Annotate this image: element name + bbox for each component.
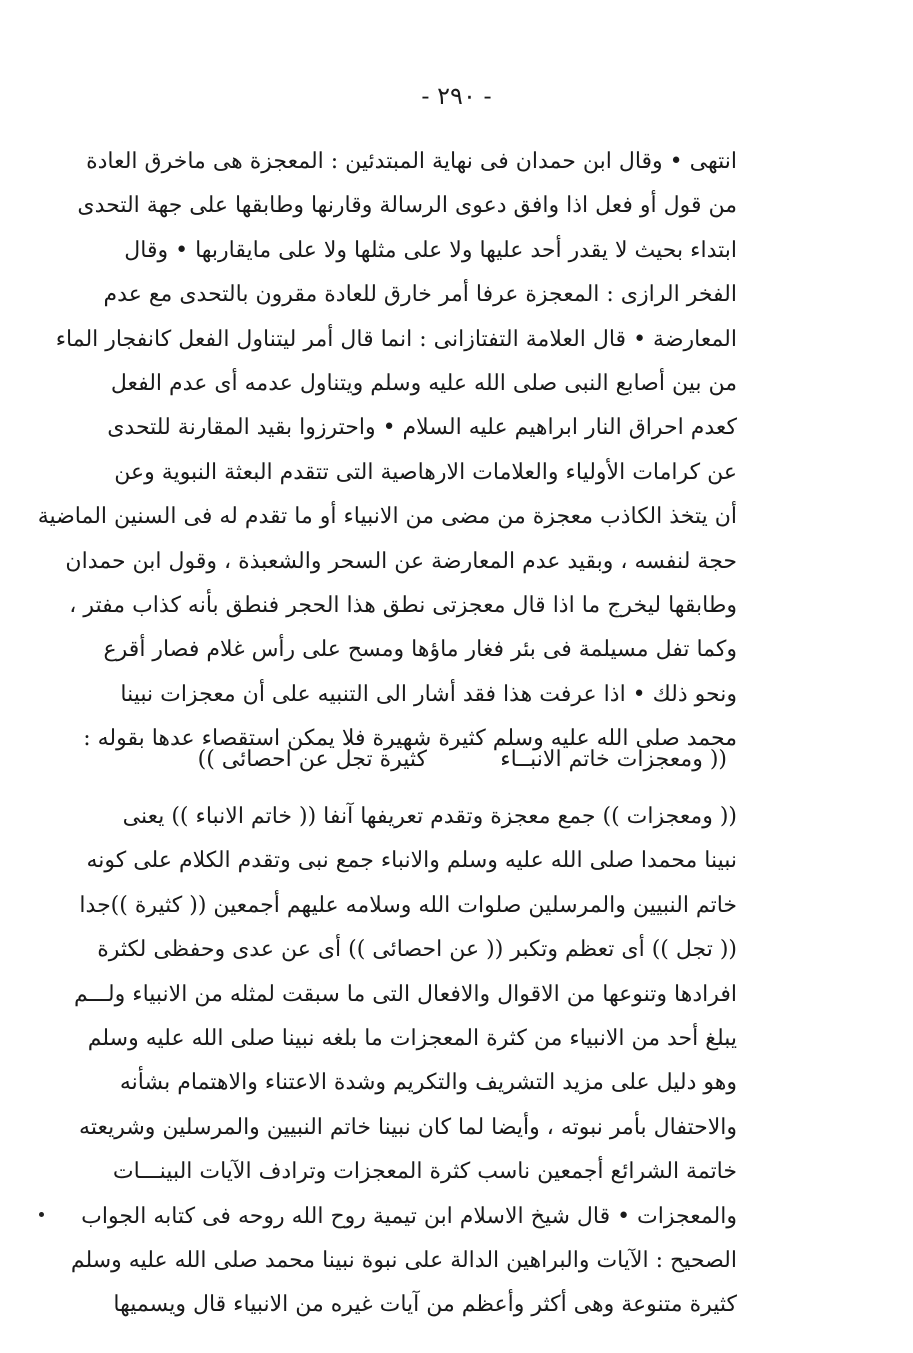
text-line: والاحتفال بأمر نبوته ، وأيضا لما كان نبينا خاتم النبيين والمرسلين وشريعته (79, 1114, 737, 1140)
text-line: انتهى • وقال ابن حمدان فى نهاية المبتدئين : المعجزة هى ماخرق العادة (86, 149, 737, 174)
text-line: محمد صلى الله عليه وسلم كثيرة شهيرة فلا يمكن استقصاء عدها بقوله : (83, 726, 737, 752)
text-line: حجة لنفسه ، وبقيد عدم المعارضة عن السحر والشعبذة ، وقول ابن حمدان (65, 548, 737, 574)
text-line: من قول أو فعل اذا وافق دعوى الرسالة وقارنها وطابقها على جهة التحدى (77, 193, 737, 219)
text-line: المعارضة • قال العلامة التفتازانى : انما قال أمر ليتناول الفعل كانفجار الماء (55, 326, 737, 352)
text-line: نبينا محمدا صلى الله عليه وسلم والانباء جمع نبى وتقدم الكلام على كونه (86, 848, 737, 874)
paragraph-2 (70, 795, 737, 1328)
text-line: يبلغ أحد من الانبياء من كثرة المعجزات ما بلغه نبينا صلى الله عليه وسلم (87, 1025, 737, 1051)
text-line: (( ومعجزات )) جمع معجزة وتقدم تعريفها آنفا (( خاتم الانباء )) يعنى (122, 804, 737, 829)
verse-first-hemistich: (( ومعجزات خاتم الانبــاء (500, 747, 727, 772)
text-line: وكما تفل مسيلمة فى بئر فغار ماؤها ومسح على رأس غلام فصار أقرع (103, 637, 737, 663)
text-line: الفخر الرازى : المعجزة عرفا أمر خارق للعادة مقرون بالتحدى مع عدم (103, 282, 737, 308)
paragraph-1 (37, 140, 737, 761)
text-line: كثيرة متنوعة وهى أكثر وأعظم من آيات غيره من الانبياء قال ويسميها (113, 1292, 737, 1318)
text-line: (( تجل )) أى تعظم وتكبر (( عن احصائى )) أى عن عدى وحفظى لكثرة (97, 937, 737, 963)
margin-dot (39, 1212, 44, 1217)
text-line: افرادها وتنوعها من الاقوال والافعال التى ما سبقت لمثله من الانبياء ولـــم (73, 981, 737, 1007)
text-line: من بين أصابع النبى صلى الله عليه وسلم ويتناول عدمه أى عدم الفعل (110, 370, 737, 396)
text-line: الصحيح : الآيات والبراهين الدالة على نبوة نبينا محمد صلى الله عليه وسلم (70, 1247, 737, 1273)
text-line: كعدم احراق النار ابراهيم عليه السلام • واحترزوا بقيد المقارنة للتحدى (107, 415, 737, 441)
text-line: عن كرامات الأولياء والعلامات الارهاصية التى تتقدم البعثة النبوية وعن (114, 459, 737, 485)
text-line: والمعجزات • قال شيخ الاسلام ابن تيمية روح الله روحه فى كتابه الجواب (81, 1203, 737, 1229)
text-line: ونحو ذلك • اذا عرفت هذا فقد أشار الى التنبيه على أن معجزات نبينا (120, 681, 737, 707)
text-line: أن يتخذ الكاذب معجزة من مضى من الانبياء أو ما تقدم له فى السنين الماضية (37, 504, 737, 530)
text-line: خاتم النبيين والمرسلين صلوات الله وسلامه عليهم أجمعين (( كثيرة ))جدا (79, 892, 737, 918)
text-line: خاتمة الشرائع أجمعين ناسب كثرة المعجزات وترادف الآيات البينـــات (112, 1159, 737, 1185)
verse-second-hemistich: كثيرة تجل عن احصائى )) (197, 747, 427, 772)
text-line: ابتداء بحيث لا يقدر أحد عليها ولا على مثلها ولا على مايقاربها • وقال (124, 237, 737, 263)
page-number: - ٢٩٠ - (421, 82, 492, 110)
poem-verse (177, 738, 737, 782)
text-line: وطابقها ليخرج ما اذا قال معجزتى نطق هذا الحجر فنطق بأنه كذاب مفتر ، (69, 592, 737, 618)
text-line: وهو دليل على مزيد التشريف والتكريم وشدة الاعتناء والاهتمام بشأنه (119, 1070, 737, 1096)
